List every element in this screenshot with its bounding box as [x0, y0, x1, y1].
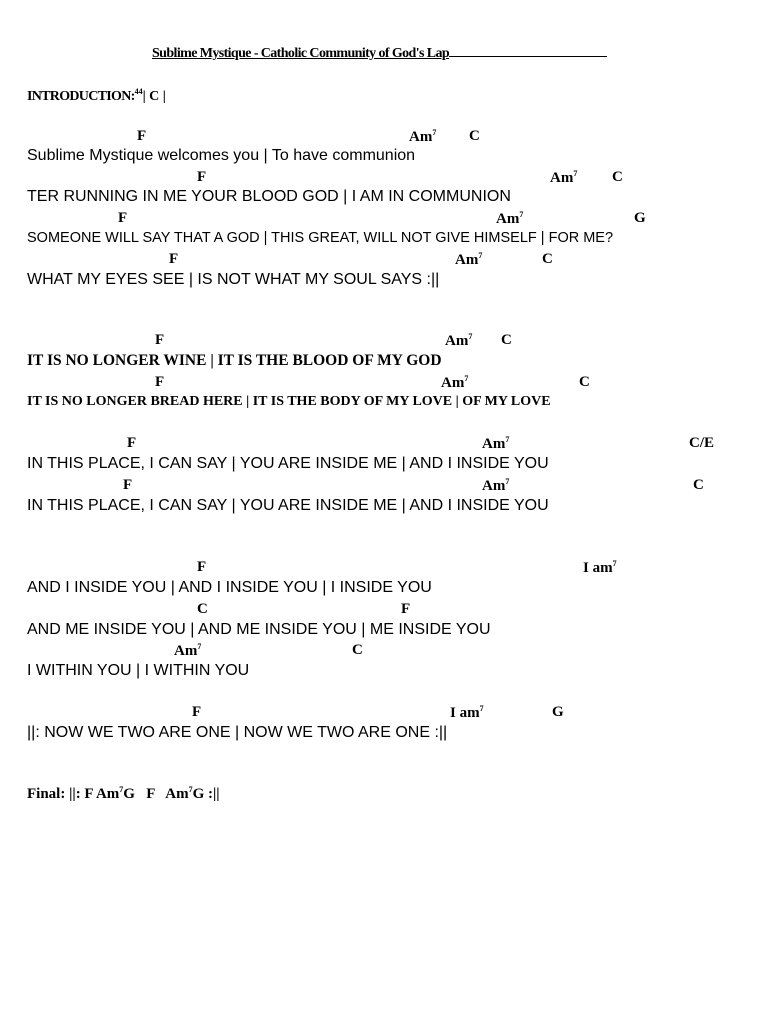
chord: G: [634, 210, 646, 226]
lyric-line: WHAT MY EYES SEE | IS NOT WHAT MY SOUL SAYS :||: [27, 271, 440, 288]
chord: Am$^7$: [455, 251, 483, 268]
lyric-line: Sublime Mystique welcomes you | To have communion: [27, 147, 416, 164]
lyric-line: IT IS NO LONGER BREAD HERE | IT IS THE BODY OF MY LOVE | OF MY LOVE: [27, 394, 551, 409]
chord: I $am^7$: [583, 559, 617, 576]
chord: C: [542, 251, 553, 267]
chord: C: [469, 128, 480, 144]
lyric-line: AND ME INSIDE YOU | AND ME INSIDE YOU | ME INSIDE YOU: [27, 621, 491, 638]
chord: F: [155, 332, 165, 348]
chord: C: [501, 332, 512, 348]
introduction-label: INTRODUCTION:: [27, 89, 135, 104]
lyric-line: IN THIS PLACE, I CAN SAY | YOU ARE INSIDE ME | AND I INSIDE YOU: [27, 455, 549, 472]
lyric-line: IT IS NO LONGER WINE | IT IS THE BLOOD OF MY GOD: [27, 352, 442, 369]
chord: C: [693, 477, 704, 493]
chord: F: [137, 128, 147, 144]
chord: F: [192, 704, 202, 720]
lyric-line: SOMEONE WILL SAY THAT A GOD | THIS GREAT, WILL NOT GIVE HIMSELF | FOR ME?: [27, 230, 614, 246]
lyric-line: IN THIS PLACE, I CAN SAY | YOU ARE INSIDE ME | AND I INSIDE YOU: [27, 497, 549, 514]
chord: Am$^7$: [550, 169, 578, 186]
chord: G: [552, 704, 564, 720]
chord: Am$^7$: [482, 435, 510, 452]
chord: C/E: [689, 435, 715, 451]
chord: F: [118, 210, 128, 226]
lyric-line: I WITHIN YOU | I WITHIN YOU: [27, 662, 250, 679]
chord: I $am^7$: [450, 704, 484, 721]
final-line: Final: ||: F Am$^7$G F Am$^7$G :||: [27, 785, 220, 802]
chord: F: [127, 435, 137, 451]
chord: Am$^7$: [445, 332, 473, 349]
lyric-line: TER RUNNING IN ME YOUR BLOOD GOD | I AM IN COMMUNION: [27, 188, 511, 205]
chord: Am$^7$: [409, 128, 437, 145]
chord: C: [612, 169, 623, 185]
chord: F: [401, 601, 411, 617]
introduction-line: [27, 88, 166, 104]
chord: F: [197, 559, 207, 575]
chord: Am$^7$: [441, 374, 469, 391]
chord: F: [169, 251, 179, 267]
chord: Am$^7$: [482, 477, 510, 494]
chord: F: [155, 374, 165, 390]
lyric-line: ||: NOW WE TWO ARE ONE | NOW WE TWO ARE ONE :||: [27, 724, 448, 741]
page-title: Sublime Mystique - Catholic Community of God's Lap: [152, 46, 607, 61]
chord: C: [579, 374, 590, 390]
chord: F: [123, 477, 133, 493]
chord: C: [352, 642, 363, 658]
chord: C: [197, 601, 208, 617]
chord: Am$^7$: [174, 642, 202, 659]
time-signature: 44: [134, 87, 143, 96]
introduction-chords: | C |: [142, 89, 166, 104]
chord: Am$^7$: [496, 210, 524, 227]
chord: F: [197, 169, 207, 185]
lyric-line: AND I INSIDE YOU | AND I INSIDE YOU | I INSIDE YOU: [27, 579, 432, 596]
